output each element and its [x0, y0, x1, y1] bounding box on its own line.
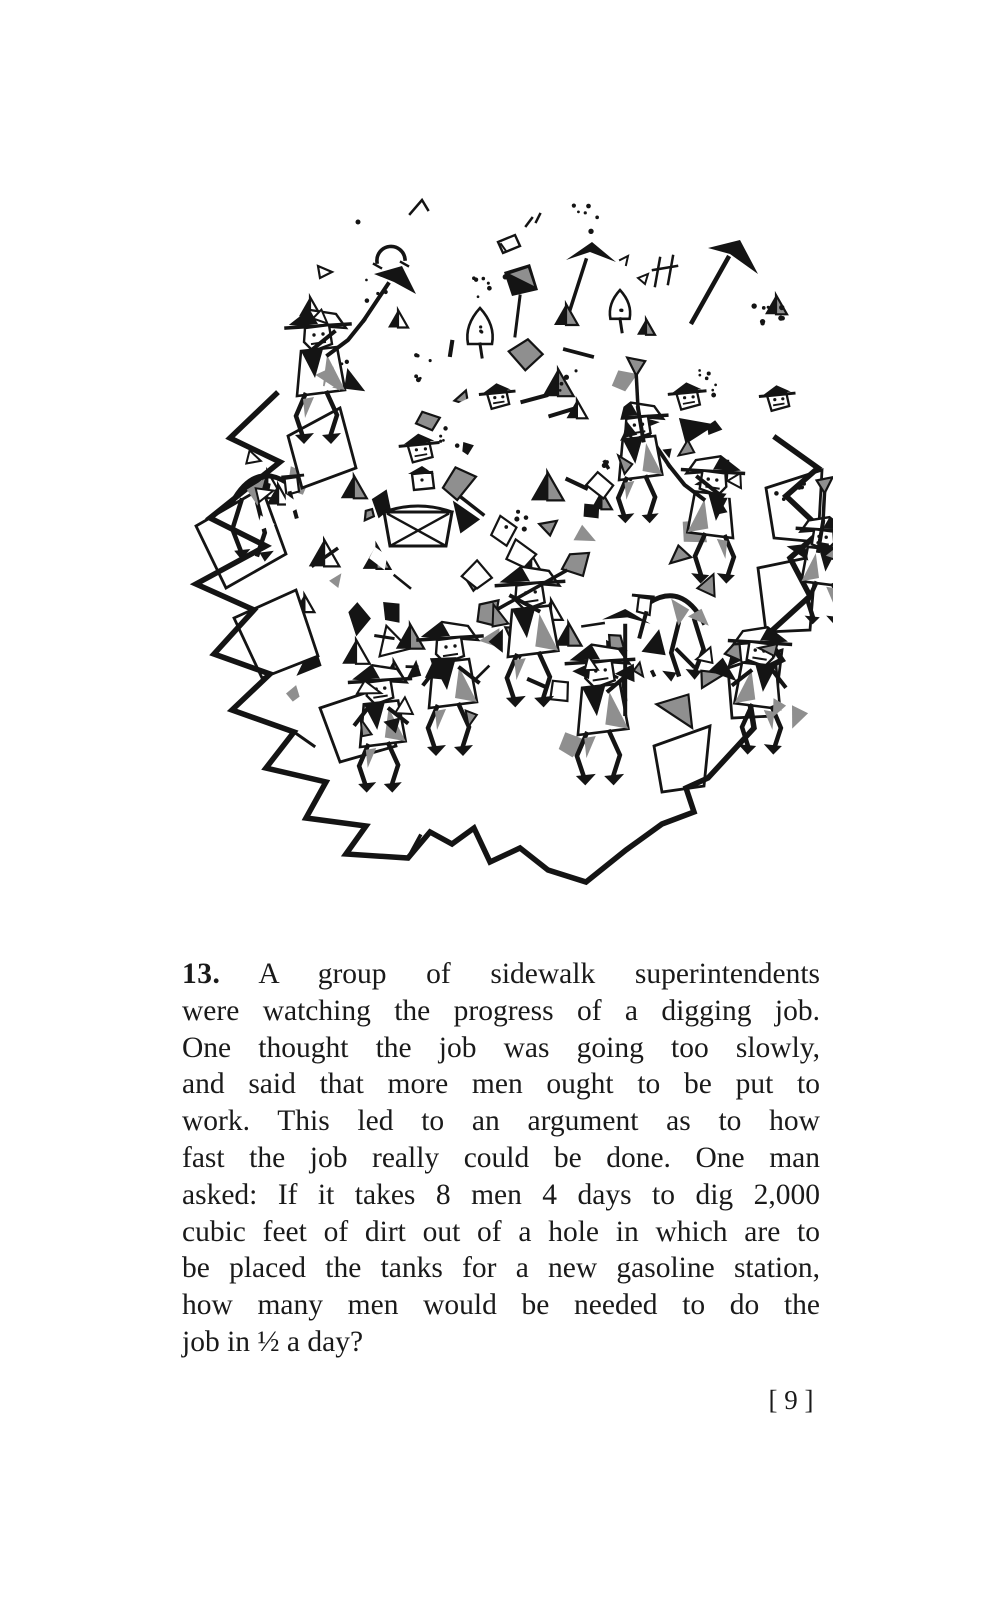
- text-line: [182, 956, 820, 993]
- problem-number: 13.: [182, 958, 221, 990]
- text-line: how many men would be needed to do the: [182, 1289, 820, 1322]
- text-line: and said that more men ought to be put to: [182, 1068, 820, 1101]
- text-line: asked: If it takes 8 men 4 days to dig 2,000: [182, 1178, 820, 1211]
- text-line: cubic feet of dirt out of a hole in which are to: [182, 1215, 820, 1248]
- text-line: job in ½ a day?: [182, 1325, 364, 1358]
- problem-paragraph: [182, 956, 820, 1361]
- text-line-content: A group of sidewalk superintendents: [258, 958, 821, 990]
- text-line: work. This led to an argument as to how: [182, 1105, 820, 1138]
- digging-illustration: [168, 186, 833, 888]
- text-line: fast the job really could be done. One man: [182, 1141, 820, 1174]
- text-line: were watching the progress of a digging job.: [182, 994, 820, 1027]
- digging-illustration-svg: [168, 186, 833, 888]
- text-line: be placed the tanks for a new gasoline station,: [182, 1252, 820, 1285]
- page-number: [ 9 ]: [768, 1385, 814, 1415]
- text-line: One thought the job was going too slowly,: [182, 1031, 820, 1064]
